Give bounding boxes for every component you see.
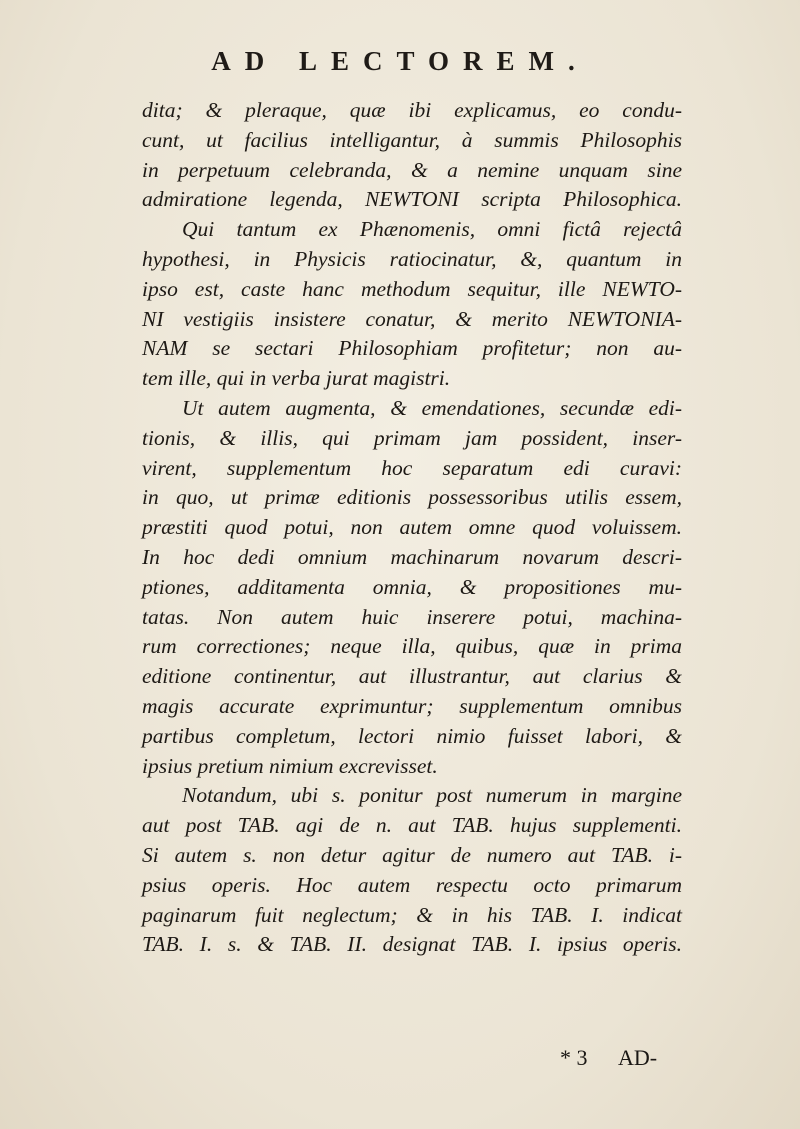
text-line: tionis, & illis, qui primam jam possident, inser- [142, 425, 682, 450]
signature-mark: * 3 [560, 1045, 588, 1070]
text-line: Ut autem augmenta, & emendationes, secundæ edi- [182, 395, 682, 420]
text-line: Qui tantum ex Phænomenis, omni fictâ rejectâ [182, 217, 682, 242]
text-line: in quo, ut primæ editionis possessoribus utilis essem, [142, 485, 682, 510]
body-text [142, 96, 682, 960]
text-line: paginarum fuit neglectum; & in his TAB. I. indicat [142, 902, 682, 927]
text-line: TAB. I. s. & TAB. II. designat TAB. I. ipsius operis. [142, 932, 682, 957]
text-line: admiratione legenda, NEWTONI scripta Philosophica. [142, 187, 682, 212]
text-line: Notandum, ubi s. ponitur post numerum in margine [182, 783, 682, 808]
text-line: NI vestigiis insistere conatur, & merito NEWTONIA- [142, 306, 682, 331]
text-line: hypothesi, in Physicis ratiocinatur, &, quantum in [142, 246, 682, 271]
text-line: præstiti quod potui, non autem omne quod voluissem. [142, 515, 682, 540]
text-line: rum correctiones; neque illa, quibus, quæ in prima [142, 634, 682, 659]
text-line: psius operis. Hoc autem respectu octo primarum [142, 872, 682, 897]
text-line: ipsius pretium nimium excrevisset. [142, 753, 438, 778]
text-line: cunt, ut facilius intelligantur, à summis Philosophis [142, 127, 682, 152]
text-line: partibus completum, lectori nimio fuisset labori, & [142, 723, 682, 748]
text-line: Si autem s. non detur agitur de numero aut TAB. i- [142, 842, 682, 867]
text-line: ipso est, caste hanc methodum sequitur, ille NEWTO- [142, 276, 682, 301]
text-line: dita; & pleraque, quæ ibi explicamus, eo condu- [142, 98, 682, 122]
text-line: tatas. Non autem huic inserere potui, machina- [142, 604, 682, 629]
text-line: NAM se sectari Philosophiam profitetur; non au- [142, 336, 682, 361]
running-head: AD LECTOREM. [211, 46, 589, 76]
text-line: In hoc dedi omnium machinarum novarum descri- [142, 544, 682, 569]
text-line: tem ille, qui in verba jurat magistri. [142, 366, 451, 391]
text-line: in perpetuum celebranda, & a nemine unquam sine [142, 157, 682, 182]
text-line: virent, supplementum hoc separatum edi curavi: [142, 455, 682, 480]
text-line: magis accurate exprimuntur; supplementum omnibus [142, 693, 682, 718]
catchword: AD- [618, 1045, 658, 1070]
text-line: aut post TAB. agi de n. aut TAB. hujus supplementi. [142, 813, 682, 838]
text-line: ptiones, additamenta omnia, & propositiones mu- [142, 574, 682, 599]
text-line: editione continentur, aut illustrantur, aut clarius & [142, 664, 682, 689]
